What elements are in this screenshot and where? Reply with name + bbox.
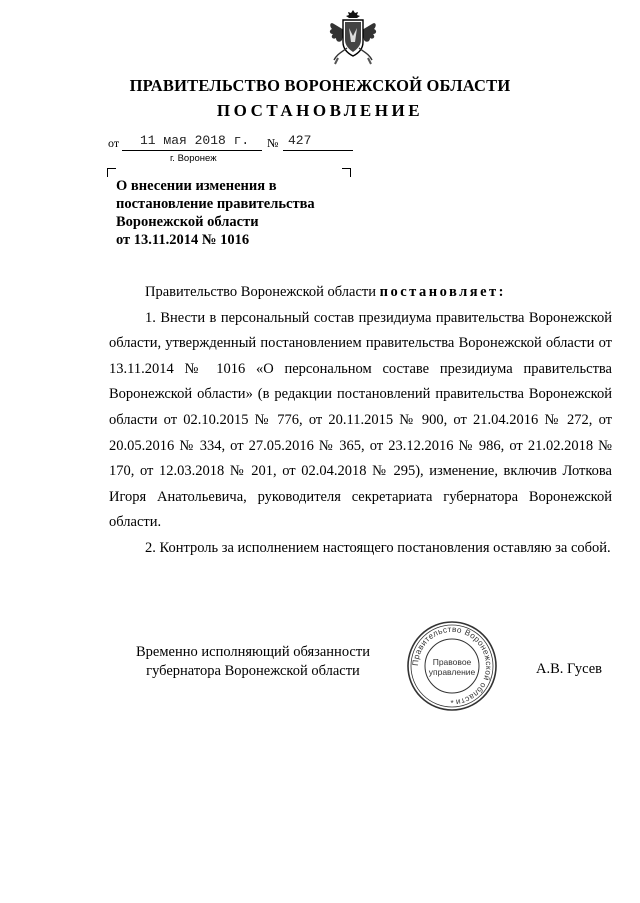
preamble-verb: постановляет: bbox=[379, 284, 506, 300]
subject-corner-right bbox=[342, 168, 351, 177]
subject-corner-left bbox=[107, 168, 116, 177]
subject-line: от 13.11.2014 № 1016 bbox=[116, 232, 250, 248]
subject-line: Воронежской области bbox=[116, 214, 259, 230]
date-prefix: от bbox=[108, 136, 120, 150]
preamble-text: Правительство Воронежской области bbox=[145, 284, 377, 300]
document-subject bbox=[116, 177, 346, 249]
item-2: 2. Контроль за исполнением настоящего постановления оставляю за собой. bbox=[145, 539, 611, 556]
number-underline bbox=[283, 150, 353, 151]
coat-of-arms-emblem bbox=[328, 8, 378, 66]
position-line: Временно исполняющий обязанности bbox=[136, 644, 370, 660]
stamp-center-line: управление bbox=[428, 667, 476, 677]
official-stamp bbox=[404, 620, 500, 712]
subject-line: постановление правительства bbox=[116, 196, 315, 212]
document-number: 427 bbox=[288, 133, 312, 148]
preamble bbox=[109, 280, 612, 306]
position-line: губернатора Воронежской области bbox=[146, 662, 360, 679]
number-prefix: № bbox=[267, 136, 279, 150]
signatory-name: А.В. Гусев bbox=[536, 661, 602, 677]
stamp-ring-text: Правительство Воронежской области bbox=[410, 624, 494, 707]
stamp-star-icon: * bbox=[450, 699, 454, 708]
stamp-center-line: Правовое bbox=[432, 657, 472, 667]
organization-title: ПРАВИТЕЛЬСТВО ВОРОНЕЖСКОЙ ОБЛАСТИ bbox=[129, 76, 511, 95]
subject-line: О внесении изменения в bbox=[116, 178, 277, 194]
item-1: 1. Внести в персональный состав президиума правительства Воронежской области, утвержденный постановлением правительства Воронежской области от 13.11.2014 № 1016 «О персональном составе президиума правительства Воронежской области» (в редакции постановлений правительства Воронежской области от 02.10.2015 № 776, от 20.11.2015 № 900, от 21.04.2016 № 272, от 20.05.2016 № 334, от 27.05.2016 № 365, от 23.12.2016 № 986, от 21.02.2018 № 170, от 12.03.2018 № 201, от 02.04.2018 № 295), изменение, включив Лоткова Игоря Анатольевича, руководителя секретариата губернатора Воронежской области. bbox=[109, 309, 612, 531]
city: г. Воронеж bbox=[170, 153, 217, 164]
document-body bbox=[109, 280, 612, 562]
document-date: 11 мая 2018 г. bbox=[140, 133, 250, 148]
document-type: ПОСТАНОВЛЕНИЕ bbox=[216, 101, 424, 120]
date-underline bbox=[122, 150, 262, 151]
signatory-position bbox=[118, 643, 388, 680]
